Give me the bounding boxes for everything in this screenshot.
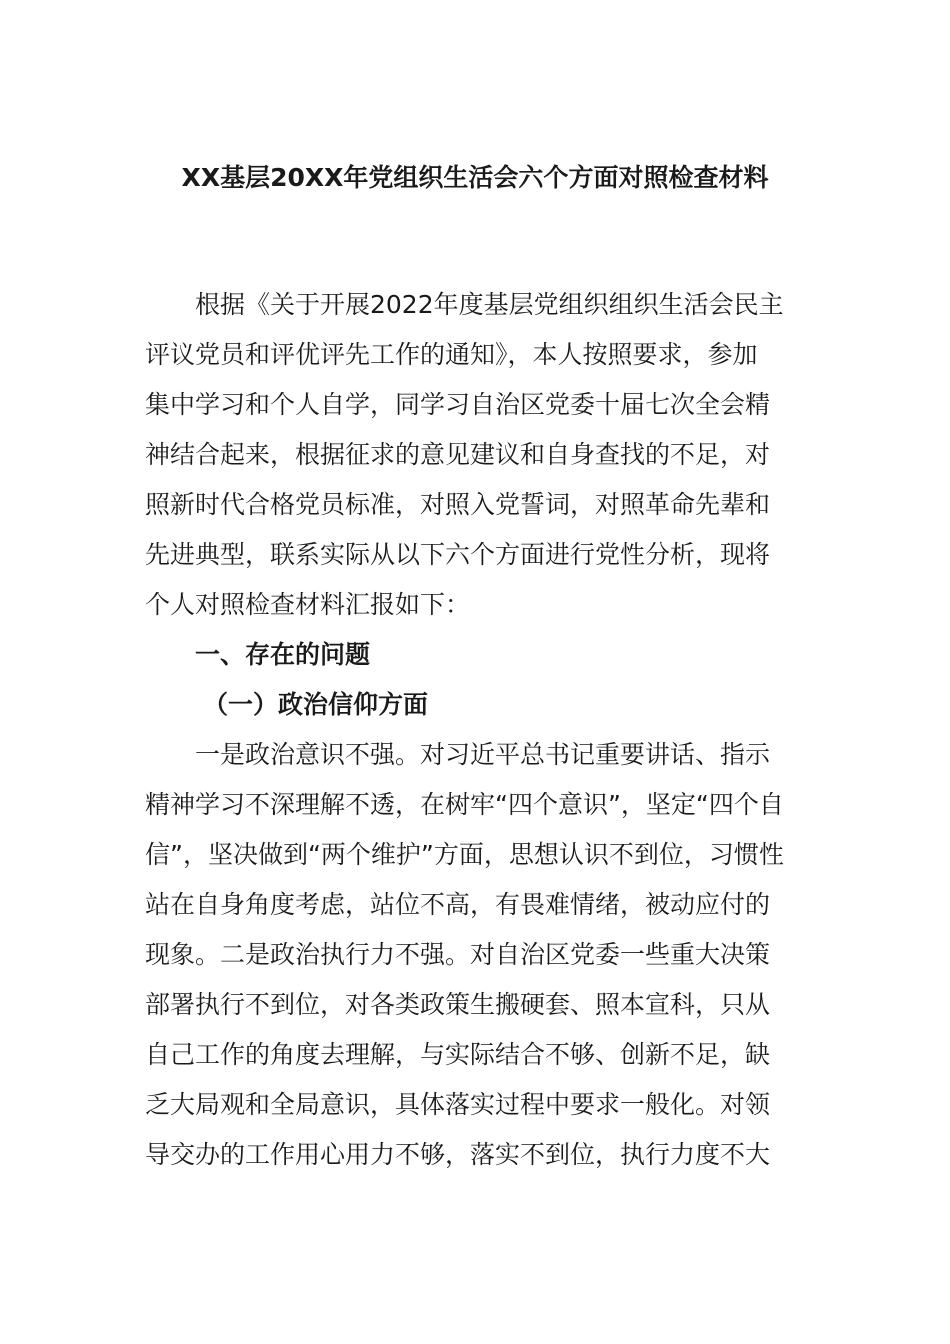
paragraph-line: 信”，坚决做到“两个维护”方面，思想认识不到位，习惯性: [145, 840, 784, 869]
paragraph-line: 乏大局观和全局意识，具体落实过程中要求一般化。对领: [145, 1090, 771, 1119]
paragraph-line: 照新时代合格党员标准，对照入党誓词，对照革命先辈和: [145, 490, 771, 519]
paragraph-line: 集中学习和个人自学，同学习自治区党委十届七次全会精: [145, 390, 771, 419]
document-body: [145, 280, 805, 1180]
paragraph-line: 评议党员和评优评先工作的通知》，本人按照要求，参加: [145, 340, 758, 369]
paragraph-line: 个人对照检查材料汇报如下：: [145, 590, 471, 619]
paragraph-line: 站在自身角度考虑，站位不高，有畏难情绪，被动应付的: [145, 890, 771, 919]
document-title: XX基层20XX年党组织生活会六个方面对照检查材料: [181, 163, 769, 192]
paragraph-line: 神结合起来，根据征求的意见建议和自身查找的不足，对: [145, 440, 771, 469]
paragraph-line: 导交办的工作用心用力不够，落实不到位，执行力度不大: [145, 1140, 771, 1169]
section-heading: 一、存在的问题: [195, 640, 371, 669]
paragraph-line: 精神学习不深理解不透，在树牢“四个意识”，坚定“四个自: [145, 790, 784, 819]
paragraph-line: 先进典型，联系实际从以下六个方面进行党性分析，现将: [145, 540, 771, 569]
paragraph-line: 根据《关于开展2022年度基层党组织组织生活会民主: [195, 290, 784, 319]
subsection-heading: （一）政治信仰方面: [203, 690, 429, 719]
paragraph-line: 自己工作的角度去理解，与实际结合不够、创新不足，缺: [145, 1040, 771, 1069]
paragraph-line: 现象。二是政治执行力不强。对自治区党委一些重大决策: [145, 940, 771, 969]
paragraph-line: 部署执行不到位，对各类政策生搬硬套、照本宣科，只从: [145, 990, 771, 1019]
paragraph-line: 一是政治意识不强。对习近平总书记重要讲话、指示: [195, 740, 771, 769]
